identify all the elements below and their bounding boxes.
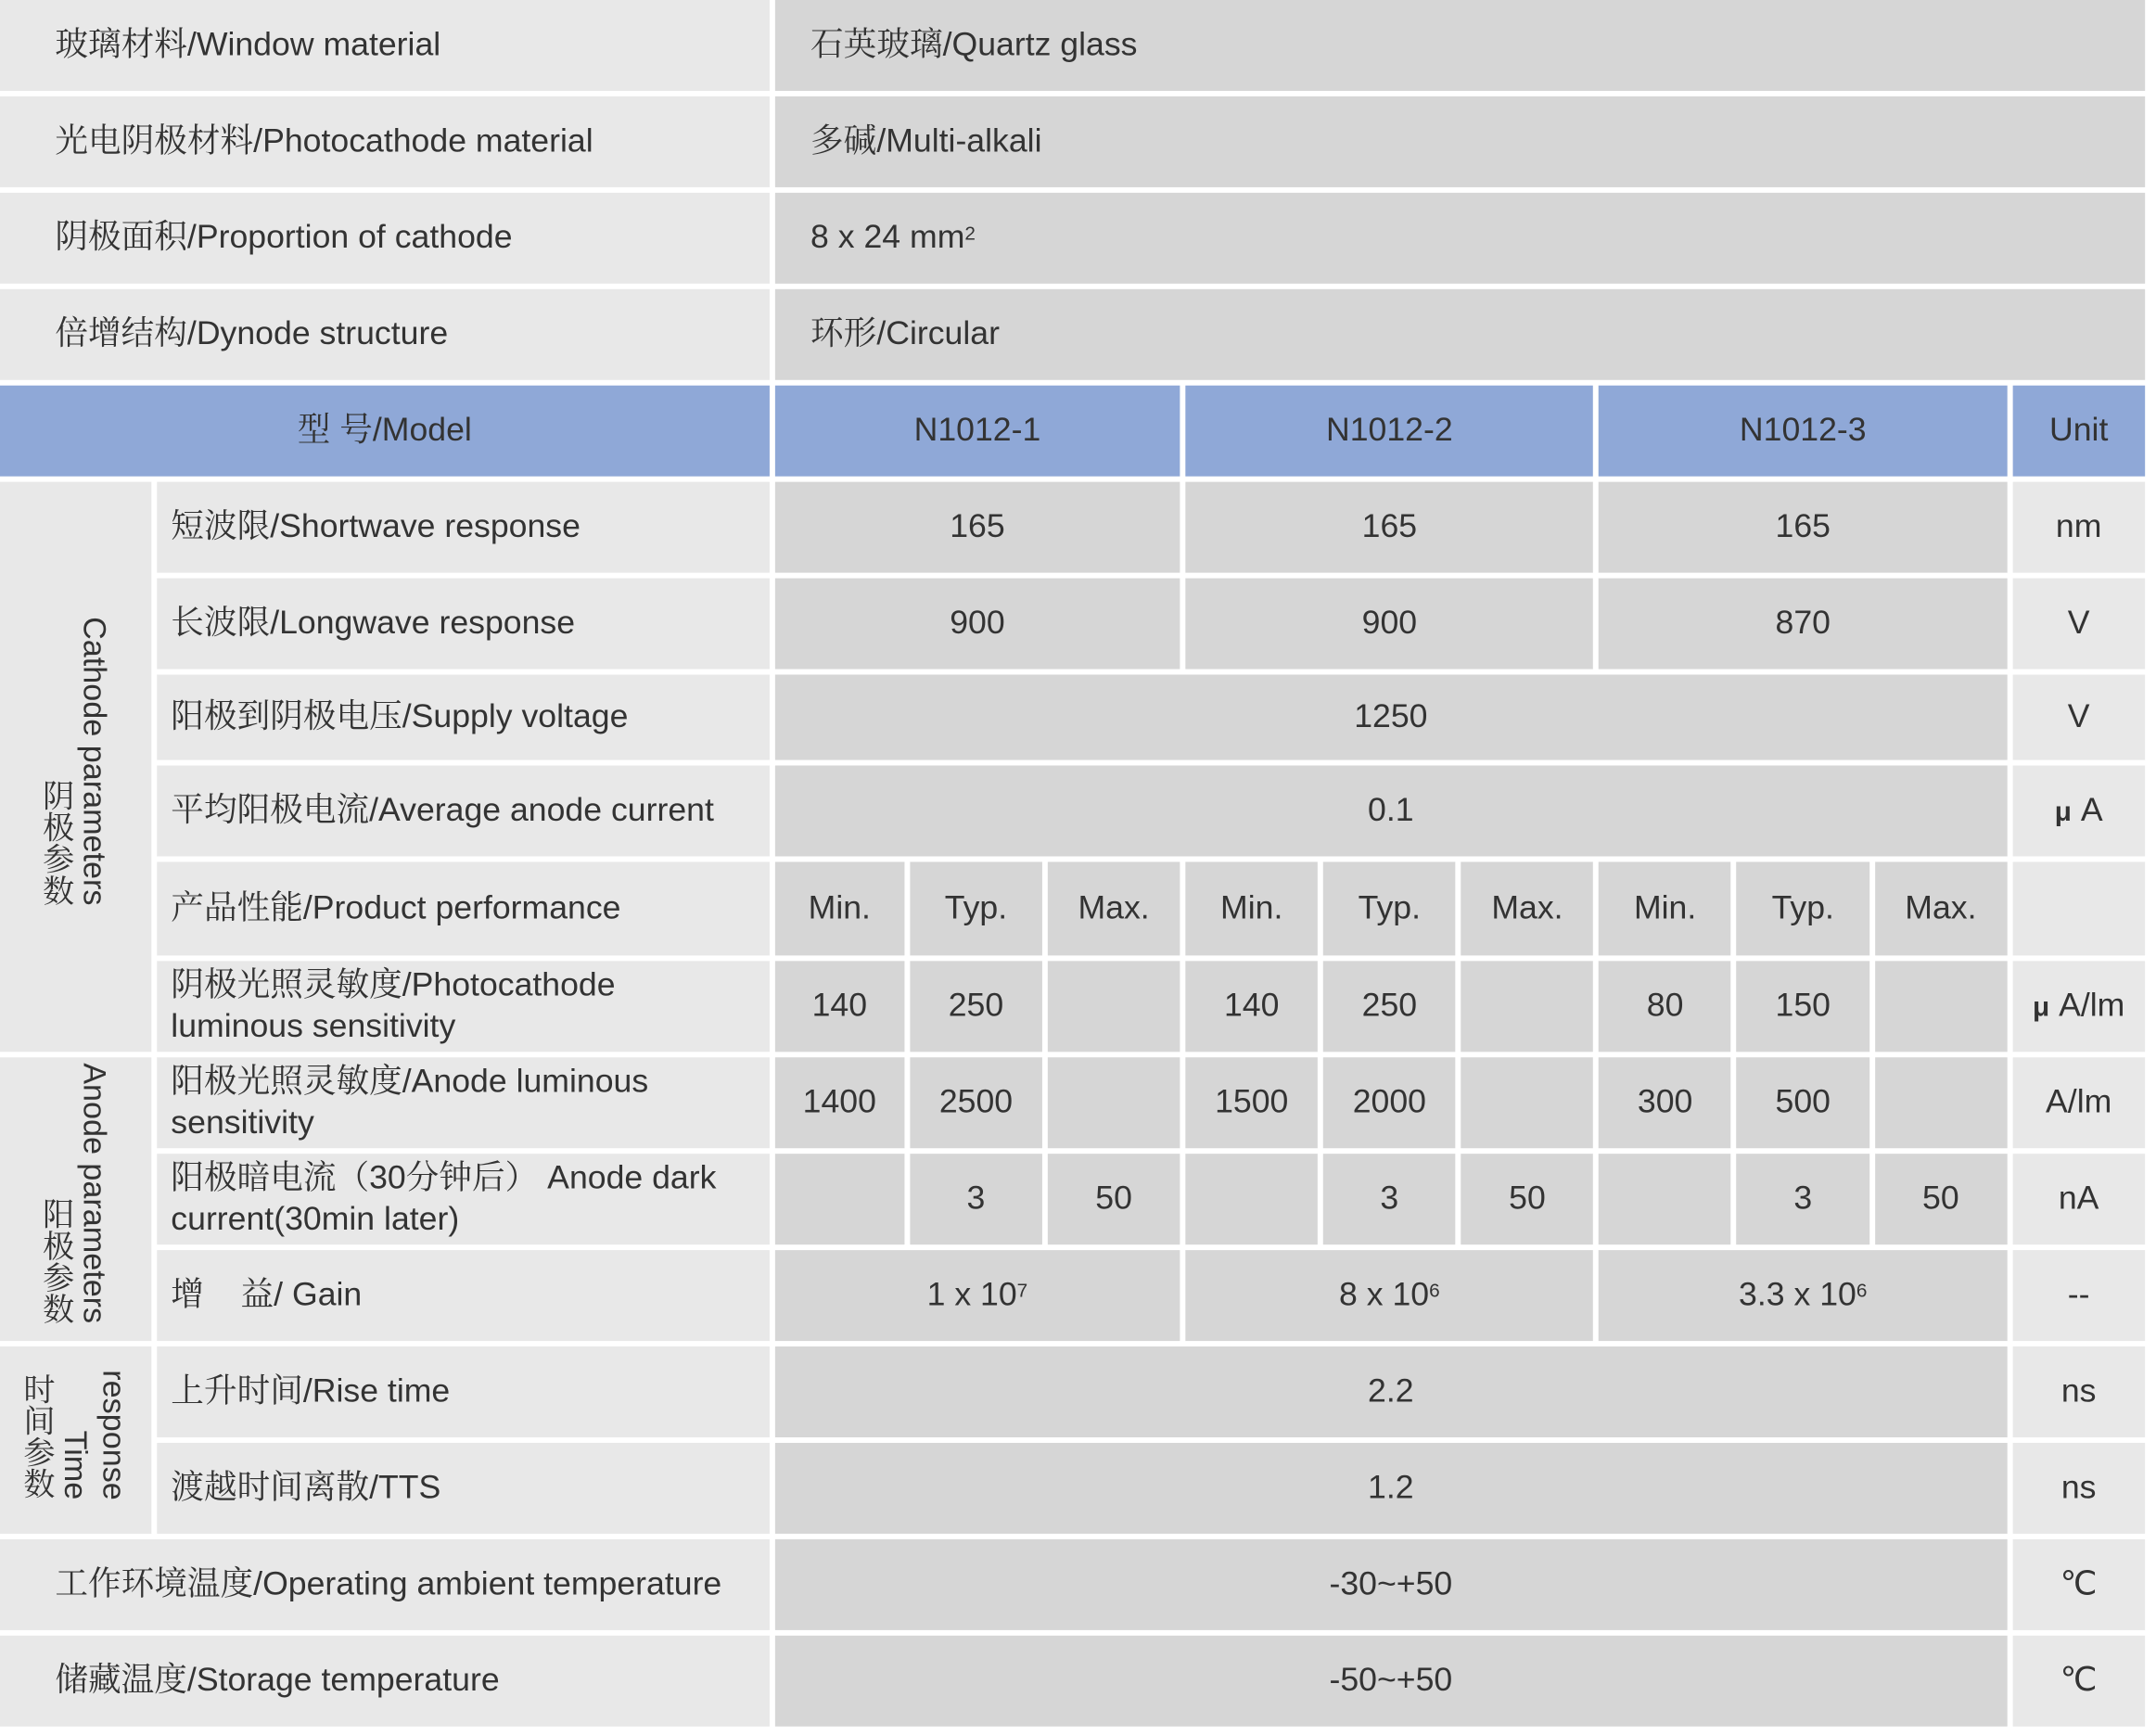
m3-typ-header: Typ. xyxy=(1737,861,1869,955)
cathode-area-number: 8 x 24 mm xyxy=(810,219,965,257)
tts-value: 1.2 xyxy=(774,1443,2007,1534)
shortwave-m2: 165 xyxy=(1185,482,1593,573)
storage-temperature-label: 储藏温度/Storage temperature xyxy=(0,1636,770,1727)
dark-m3-typ: 3 xyxy=(1737,1154,1869,1244)
an-sens-m1-max xyxy=(1048,1057,1180,1148)
row-photocathode-material xyxy=(0,96,2145,187)
gain-m2-base: 8 x 10 xyxy=(1339,1276,1430,1314)
anode-sensitivity-label-line1: 阳极光照灵敏度/Anode luminous xyxy=(171,1063,649,1101)
cathode-area-label: 阴极面积/Proportion of cathode xyxy=(0,193,770,284)
pc-sens-m2-min: 140 xyxy=(1185,961,1318,1052)
pc-sens-unit xyxy=(2012,961,2145,1052)
pc-sens-m2-typ: 250 xyxy=(1323,961,1456,1052)
dark-current-label-line2: current(30min later) xyxy=(171,1200,460,1238)
an-sens-m3-max xyxy=(1875,1057,2008,1148)
photocathode-sensitivity-label-line1: 阴极光照灵敏度/Photocathode xyxy=(171,966,616,1004)
mu-symbol: μ xyxy=(2054,796,2072,827)
shortwave-m3: 165 xyxy=(1599,482,2007,573)
gain-m3 xyxy=(1599,1250,2007,1341)
gain-unit: -- xyxy=(2012,1250,2145,1341)
an-sens-unit: A/lm xyxy=(2012,1057,2145,1148)
an-sens-m1-min: 1400 xyxy=(774,1057,904,1148)
dark-m1-max: 50 xyxy=(1048,1154,1180,1244)
group-anode-en: Anode parameters xyxy=(77,1063,113,1324)
anode-current-unit xyxy=(2012,765,2145,856)
shortwave-unit: nm xyxy=(2012,482,2145,573)
row-supply-voltage xyxy=(0,675,2145,760)
pc-sens-m1-max xyxy=(1048,961,1180,1052)
row-anode-sensitivity xyxy=(0,1057,2145,1148)
gain-m1-base: 1 x 10 xyxy=(926,1276,1017,1314)
gain-m2 xyxy=(1185,1250,1593,1341)
header-unit: Unit xyxy=(2012,386,2145,477)
row-dark-current xyxy=(0,1154,2145,1244)
row-cathode-area xyxy=(0,193,2145,284)
dynode-structure-value: 环形/Circular xyxy=(774,289,2145,380)
dark-m2-typ: 3 xyxy=(1323,1154,1456,1244)
group-anode-parameters xyxy=(0,1057,152,1341)
anode-sensitivity-label-line2: sensitivity xyxy=(171,1104,314,1142)
m1-typ-header: Typ. xyxy=(910,861,1042,955)
m2-typ-header: Typ. xyxy=(1323,861,1456,955)
header-row xyxy=(0,386,2145,477)
m3-min-header: Min. xyxy=(1599,861,1731,955)
pc-sens-m2-max xyxy=(1461,961,1594,1052)
gain-m3-exponent: 6 xyxy=(1856,1279,1868,1302)
gain-m1 xyxy=(774,1250,1180,1341)
m2-max-header: Max. xyxy=(1461,861,1594,955)
longwave-m3: 870 xyxy=(1599,579,2007,670)
storage-temperature-value: -50~+50 xyxy=(774,1636,2007,1727)
rise-time-value: 2.2 xyxy=(774,1346,2007,1437)
m1-min-header: Min. xyxy=(774,861,904,955)
an-sens-m2-max xyxy=(1461,1057,1594,1148)
group-time-en-line1: Time xyxy=(57,1430,95,1500)
m1-max-header: Max. xyxy=(1048,861,1180,955)
group-time-response xyxy=(0,1346,152,1534)
row-window-material xyxy=(0,0,2145,91)
shortwave-m1: 165 xyxy=(774,482,1180,573)
row-photocathode-sensitivity xyxy=(0,961,2145,1052)
row-dynode-structure xyxy=(0,289,2145,380)
longwave-m2: 900 xyxy=(1185,579,1593,670)
pc-sens-m3-min: 80 xyxy=(1599,961,1731,1052)
dynode-structure-label: 倍增结构/Dynode structure xyxy=(0,289,770,380)
gain-m1-exponent: 7 xyxy=(1016,1279,1028,1302)
gain-m2-exponent: 6 xyxy=(1429,1279,1440,1302)
row-operating-temperature xyxy=(0,1539,2145,1630)
photocathode-sensitivity-label xyxy=(157,961,769,1052)
an-sens-m3-min: 300 xyxy=(1599,1057,1731,1148)
header-model-3: N1012-3 xyxy=(1599,386,2007,477)
rise-time-label: 上升时间/Rise time xyxy=(157,1346,769,1437)
supply-voltage-value: 1250 xyxy=(774,675,2007,760)
gain-m3-base: 3.3 x 10 xyxy=(1739,1276,1856,1314)
storage-temperature-unit: ℃ xyxy=(2012,1636,2145,1727)
header-model: 型 号/Model xyxy=(0,386,770,477)
supply-voltage-label: 阳极到阴极电压/Supply voltage xyxy=(157,675,769,760)
pc-sens-unit-text: A/lm xyxy=(2059,986,2125,1024)
dark-current-label xyxy=(157,1154,769,1244)
group-cathode-en: Cathode parameters xyxy=(77,617,113,906)
row-anode-current xyxy=(0,765,2145,856)
an-sens-m3-typ: 500 xyxy=(1737,1057,1869,1148)
group-time-cn: 时间参数 xyxy=(19,1372,56,1500)
group-cathode-parameters xyxy=(0,482,152,1052)
window-material-value: 石英玻璃/Quartz glass xyxy=(774,0,2145,91)
row-product-performance xyxy=(0,861,2145,955)
group-time-en-line2: response xyxy=(96,1369,133,1500)
row-shortwave xyxy=(0,482,2145,573)
gain-label: 增 益/ Gain xyxy=(157,1250,769,1341)
header-model-1: N1012-1 xyxy=(774,386,1180,477)
an-sens-m1-typ: 2500 xyxy=(910,1057,1042,1148)
row-tts xyxy=(0,1443,2145,1534)
mu-symbol: μ xyxy=(2032,991,2050,1023)
operating-temperature-label: 工作环境温度/Operating ambient temperature xyxy=(0,1539,770,1630)
pc-sens-m1-min: 140 xyxy=(774,961,904,1052)
m3-max-header: Max. xyxy=(1875,861,2008,955)
photocathode-sensitivity-label-line2: luminous sensitivity xyxy=(171,1007,456,1045)
group-cathode-cn: 阴极参数 xyxy=(38,779,75,906)
longwave-unit: V xyxy=(2012,579,2145,670)
row-storage-temperature xyxy=(0,1636,2145,1727)
dark-m2-max: 50 xyxy=(1461,1154,1594,1244)
pc-sens-m3-typ: 150 xyxy=(1737,961,1869,1052)
supply-voltage-unit: V xyxy=(2012,675,2145,760)
group-anode-cn: 阳极参数 xyxy=(38,1197,75,1324)
dark-m2-min xyxy=(1185,1154,1318,1244)
photocathode-material-label: 光电阴极材料/Photocathode material xyxy=(0,96,770,187)
row-rise-time xyxy=(0,1346,2145,1437)
row-gain xyxy=(0,1250,2145,1341)
pc-sens-m3-max xyxy=(1875,961,2008,1052)
m2-min-header: Min. xyxy=(1185,861,1318,955)
cathode-area-value xyxy=(774,193,2145,284)
anode-sensitivity-label xyxy=(157,1057,769,1148)
operating-temperature-unit: ℃ xyxy=(2012,1539,2145,1630)
dark-current-label-line1: 阳极暗电流（30分钟后） Anode dark xyxy=(171,1159,717,1197)
longwave-label: 长波限/Longwave response xyxy=(157,579,769,670)
tts-unit: ns xyxy=(2012,1443,2145,1534)
header-model-2: N1012-2 xyxy=(1185,386,1593,477)
anode-current-label: 平均阳极电流/Average anode current xyxy=(157,765,769,856)
row-longwave xyxy=(0,579,2145,670)
anode-current-value: 0.1 xyxy=(774,765,2007,856)
tts-label: 渡越时间离散/TTS xyxy=(157,1443,769,1534)
pc-sens-m1-typ: 250 xyxy=(910,961,1042,1052)
dark-m3-max: 50 xyxy=(1875,1154,2008,1244)
dark-m1-min xyxy=(774,1154,904,1244)
an-sens-m2-min: 1500 xyxy=(1185,1057,1318,1148)
performance-label: 产品性能/Product performance xyxy=(157,861,769,955)
window-material-label: 玻璃材料/Window material xyxy=(0,0,770,91)
an-sens-m2-typ: 2000 xyxy=(1323,1057,1456,1148)
rise-time-unit: ns xyxy=(2012,1346,2145,1437)
longwave-m1: 900 xyxy=(774,579,1180,670)
photocathode-material-value: 多碱/Multi-alkali xyxy=(774,96,2145,187)
operating-temperature-value: -30~+50 xyxy=(774,1539,2007,1630)
cathode-area-exponent: 2 xyxy=(964,222,976,244)
shortwave-label: 短波限/Shortwave response xyxy=(157,482,769,573)
dark-m3-min xyxy=(1599,1154,1731,1244)
performance-unit-empty xyxy=(2012,861,2145,955)
anode-current-unit-text: A xyxy=(2080,790,2103,829)
dark-m1-typ: 3 xyxy=(910,1154,1042,1244)
dark-unit: nA xyxy=(2012,1154,2145,1244)
